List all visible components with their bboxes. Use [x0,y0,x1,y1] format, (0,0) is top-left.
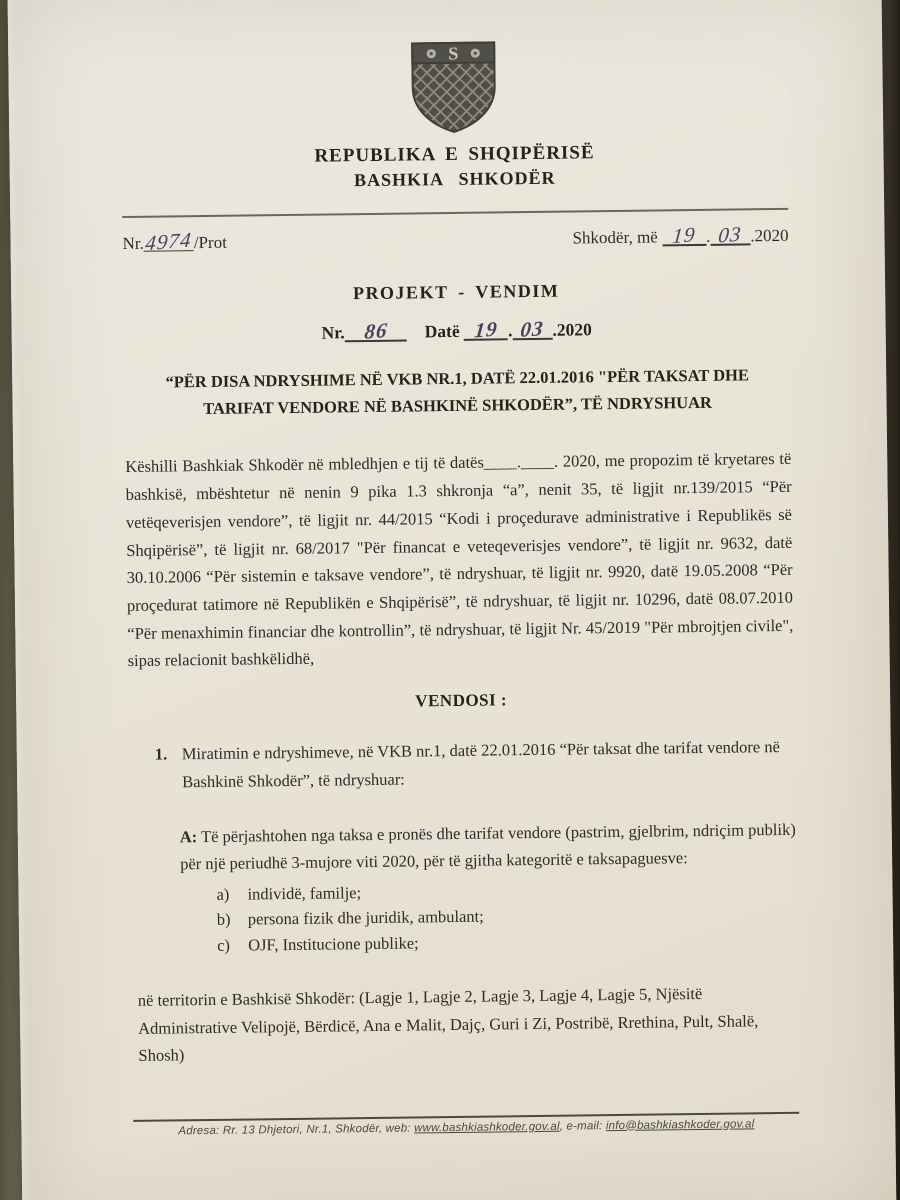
document-type-title: PROJEKT - VENDIM [352,280,560,304]
protocol-number [122,227,227,256]
date-dot: . [705,226,711,246]
decision-nr-label: Nr. [321,322,345,343]
taxpayer-category-list [216,875,797,959]
decision-item-1 [129,733,796,796]
list-item-text: individë, familje; [247,882,362,904]
decision-date-label: Datë [424,320,460,342]
crest-letter: S [448,43,459,64]
decision-month-blank [512,316,552,342]
list-item-marker: c) [217,935,231,955]
footer-email-label: , e-mail: [559,1119,603,1133]
header-divider [122,208,788,218]
item-1-text: Miratimin e ndryshimeve, në VKB nr.1, datë 22.01.2016 “Për taksat dhe tarifat vendore në Bashkinë Shkodër”, të ndryshuar: [181,737,780,791]
decision-year: .2020 [552,319,592,340]
footer-email-url: info@bashkiashkoder.gov.al [605,1117,755,1132]
footer-address-line [133,1117,799,1137]
section-a-paragraph [180,816,797,878]
vendosi-heading: VENDOSI : [415,690,508,711]
section-a-label: A: [179,827,198,847]
territory-paragraph: në territorin e Bashkisë Shkodër: (Lagje 1, Lagje 2, Lagje 3, Lagje 4, Lagje 5, Njësitë Administrative Velipojë, Bërdicë, Ana e Malit, Dajç, Guri i Zi, Postribë, Rrethina, Pult, Shalë, Shosh) [137,984,759,1065]
place-date-line [572,221,789,249]
decision-nr-blank [345,317,407,344]
republic-name: REPUBLIKA E SHQIPËRISË [314,142,595,167]
decision-day-handwritten: 19 [473,316,499,343]
place-label: Shkodër, më [572,227,658,248]
decision-date-dot: . [507,320,513,341]
decision-nr-handwritten: 86 [362,317,389,344]
protocol-nr-blank [144,227,194,256]
date-day-handwritten: 19 [671,222,697,249]
list-item-marker: b) [216,909,231,930]
protocol-nr-label: Nr. [122,233,144,253]
protocol-nr-handwritten: 4974 [144,227,194,256]
letterhead [120,36,788,194]
list-item-text: OJF, Institucione publike; [248,933,419,955]
date-day-blank [662,222,706,249]
decision-day-blank [464,316,508,343]
date-month-blank [710,221,750,248]
list-item-text: persona fizik dhe juridik, ambulant; [247,906,484,929]
page-footer [133,1111,799,1137]
preamble-paragraph: Këshilli Bashkiak Shkodër në mbledhjen e tij të datës____.____. 2020, me propozim të kryetares të bashkisë, mbështetur në nenin 9 pika 1.3 shkronja “a”, nenit 35, të ligjit nr.139/2015 “Për vetëqeverisjen vendore”, të ligjit nr. 44/2015 “Kodi i proçedurave administrative i Republikës së Shqipërisë”, të ligjit nr. 68/2017 "Për financat e veteqeverisjes vendore”, të ligjit nr. 9632, datë 30.10.2006 “Për sistemin e taksave vendore”, të ndryshuar, të ligjit nr. 9920, datë 19.05.2008 “Për proçedurat tatimore në Republikën e Shqipërisë”, të ndryshuar, të ligjit nr. 10296, datë 08.07.2010 “Për menaxhimin financiar dhe kontrollin”, të ndryshuar, të ligjit Nr. 45/2019 "Për mbrojtjen civile", sipas relacionit bashkëlidhë, [125,449,794,671]
section-a-text: Të përjashtohen nga taksa e pronës dhe tarifat vendore (pastrim, gjelbrim, ndriçim publik) për një periudhë 3-mujore viti 2020, për të gjitha kategoritë e taksapaguesve: [180,819,796,874]
footer-address: Adresa: Rr. 13 Dhjetori, Nr.1, Shkodër, web: [178,1122,411,1137]
decision-subject-title: “PËR DISA NDRYSHIME NË VKB NR.1, DATË 22.01.2016 "PËR TAKSAT DHE TARIFAT VENDORE NË BASHKINË SHKODËR”, TË NDRYSHUAR [165,365,750,418]
municipality-name: BASHKIA SHKODËR [353,167,556,191]
protocol-prot-label: /Prot [193,232,227,253]
document-page [7,0,896,1200]
date-year: .2020 [750,225,789,246]
date-month-handwritten: 03 [717,221,744,248]
decision-month-handwritten: 03 [519,316,546,342]
protocol-row [122,221,789,256]
item-1-marker: 1. [154,744,168,764]
municipal-crest-icon [407,39,500,134]
footer-web-url: www.bashkiashkoder.gov.al [414,1120,560,1135]
decision-number-date-line [124,317,790,346]
list-item-marker: a) [216,884,230,904]
